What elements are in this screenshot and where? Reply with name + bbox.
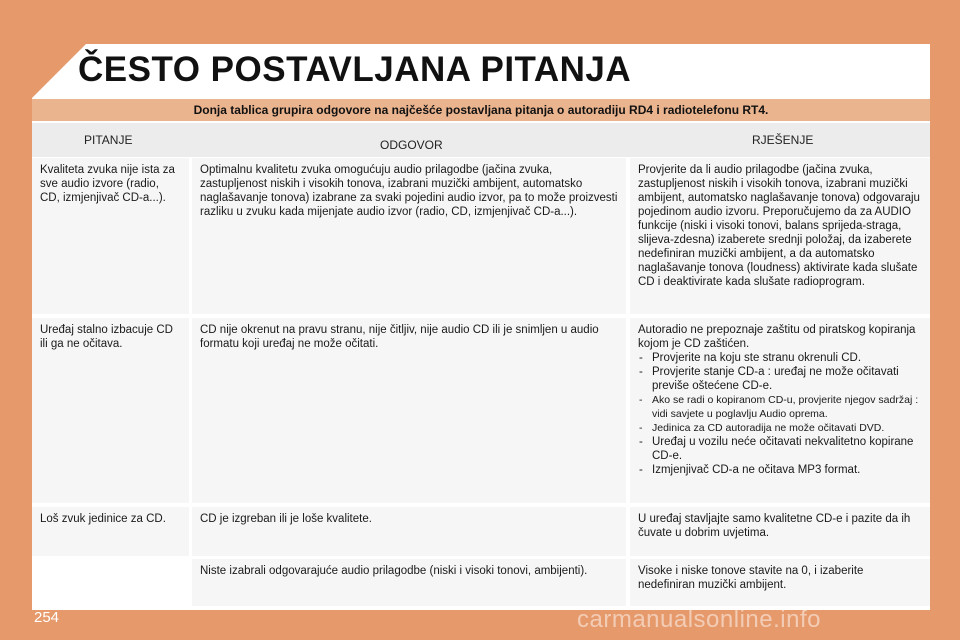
- subtitle-bar: [32, 99, 930, 121]
- header-question: PITANJE: [84, 133, 133, 147]
- row-2-solution: [630, 318, 930, 503]
- header-answer: ODGOVOR: [380, 138, 443, 152]
- row-1-solution: Provjerite da li audio prilagodbe (jačina zvuka, zastupljenost niskih i visokih tonova, izabrani muzički ambijent, automatsko naglašavanje tonova) odgovaraju pojedinom audio izvoru. Preporučujemo da za AUDIO funkcije (niski i visoki tonovi, balans sprijeda-straga, slijeva-zdesna) izaberete srednji položaj, da izaberete nedefiniran muzički ambijent, a da automatsko naglašavanje tonova (loudness) aktivirate kada slušate CD i deaktivirate kada slušate radioprogram.: [630, 158, 930, 314]
- page-title: ČESTO POSTAVLJANA PITANJA: [78, 50, 632, 89]
- row-1-question: Kvaliteta zvuka nije ista za sve audio izvore (radio, CD, izmjenjivač CD-a...).: [32, 158, 189, 314]
- list-item: - Izmjenjivač CD-a ne očitava MP3 format.: [638, 463, 922, 477]
- watermark: carmanualsonline.info: [577, 606, 821, 633]
- list-item: - Provjerite stanje CD-a : uređaj ne može očitavati previše oštećene CD-e.: [638, 365, 922, 393]
- list-item: - Provjerite na koju ste stranu okrenuli CD.: [638, 351, 922, 365]
- header-solution: RJEŠENJE: [752, 133, 814, 147]
- row-1-answer: Optimalnu kvalitetu zvuka omogućuju audio prilagodbe (jačina zvuka, zastupljenost niskih i visokih tonova, izabrani muzički ambijent, automatsko naglašavanje tonova) izabrane za svaki pojedini audio izvor, pa to može proizvesti razliku u zvuku kada mijenjate audio izvor (radio, CD, izmjenjivač CD-a...).: [192, 158, 626, 314]
- row-3-solution: U uređaj stavljajte samo kvalitetne CD-e i pazite da ih čuvate u dobrim uvjetima.: [630, 507, 930, 556]
- list-item: - Uređaj u vozilu neće očitavati nekvalitetno kopirane CD-e.: [638, 435, 922, 463]
- row-2-solution-list: [638, 351, 922, 477]
- row-3-question: Loš zvuk jedinice za CD.: [32, 507, 189, 556]
- row-3-answer: CD je izgreban ili je loše kvalitete.: [192, 507, 626, 556]
- list-item: - Ako se radi o kopiranom CD-u, provjerite njegov sadržaj : vidi savjete u poglavlju Audio oprema.: [638, 393, 922, 421]
- subtitle-text: Donja tablica grupira odgovore na najčešće postavljana pitanja o autoradiju RD4 i radiotelefonu RT4.: [193, 103, 769, 117]
- page-number: 254: [34, 609, 60, 626]
- list-item: - Jedinica za CD autoradija ne može očitavati DVD.: [638, 421, 922, 435]
- row-2-solution-intro: Autoradio ne prepoznaje zaštitu od piratskog kopiranja kojom je CD zaštićen.: [638, 324, 916, 350]
- row-2-question: Uređaj stalno izbacuje CD ili ga ne očitava.: [32, 318, 189, 503]
- row-4-answer: Niste izabrali odgovarajuće audio prilagodbe (niski i visoki tonovi, ambijenti).: [192, 559, 626, 606]
- row-4-solution: Visoke i niske tonove stavite na 0, i izaberite nedefiniran muzički ambijent.: [630, 559, 930, 606]
- row-2-answer: CD nije okrenut na pravu stranu, nije čitljiv, nije audio CD ili je snimljen u audio formatu koji uređaj ne može očitati.: [192, 318, 626, 503]
